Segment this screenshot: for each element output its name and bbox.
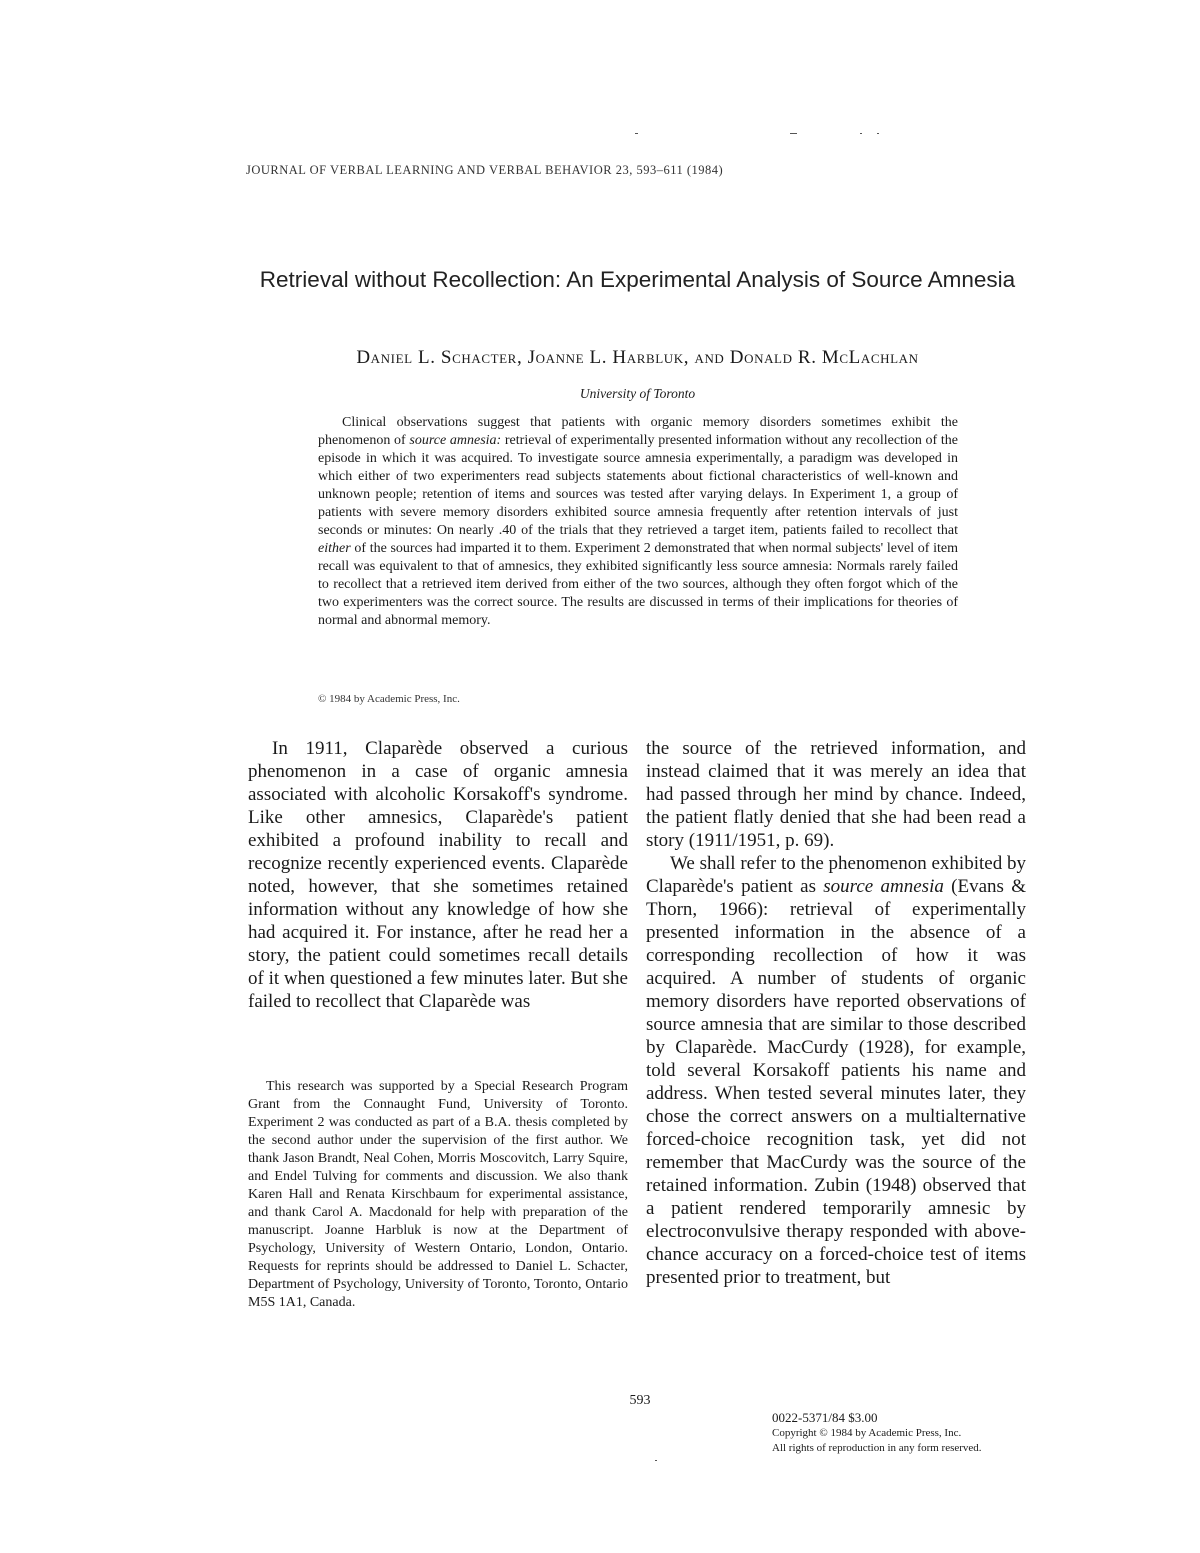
body-paragraph: In 1911, Claparède observed a curious phenomenon in a case of organic amnesia associated with alcoholic Korsakoff's syndrome. Like other amnesics, Claparède's patient exhibited a profound inability to recall and recognize recently experienced events. Claparède noted, however, that she sometimes retained information without any knowledge of how she had acquired it. For instance, after he read her a story, the patient could sometimes recall details of it when questioned a few minutes later. But she failed to recollect that Claparède was (248, 738, 628, 1012)
scan-mark (877, 133, 879, 134)
page-number: 593 (629, 1393, 651, 1408)
abstract-copyright: © 1984 by Academic Press, Inc. (318, 693, 460, 705)
body-text: We shall refer to the phenomenon exhibited by Claparède's patient as (646, 853, 1026, 897)
scan-mark (860, 133, 862, 134)
abstract-emphasis: either (318, 541, 351, 556)
abstract-emphasis: source amnesia: (409, 433, 502, 448)
body-column-left (248, 737, 628, 1013)
body-paragraph (646, 852, 1026, 1289)
abstract-text: Clinical observations suggest that patients with organic memory disorders sometimes exhibit the phenomenon of (318, 415, 958, 448)
publisher-copyright: Copyright © 1984 by Academic Press, Inc. (772, 1427, 962, 1439)
publication-info (772, 1410, 1042, 1456)
footnote (248, 1078, 628, 1312)
journal-header: JOURNAL OF VERBAL LEARNING AND VERBAL BEHAVIOR 23, 593–611 (1984) (246, 163, 724, 177)
body-paragraph: the source of the retrieved information, and instead claimed that it was merely an idea that had passed through her mind by chance. Indeed, the patient flatly denied that she had been read a story (1911/1951, p. 69). (646, 738, 1026, 851)
issn-price: 0022-5371/84 $3.00 (772, 1410, 878, 1425)
body-text: (Evans & Thorn, 1966): retrieval of experimentally presented information in the absence of a corresponding recollection of how it was acquired. A number of students of organic memory disorders have reported observations of source amnesia that are similar to those described by Claparède. MacCurdy (1928), for example, told several Korsakoff patients his name and address. When tested several minutes later, they chose the correct answers on a multialternative forced-choice recognition task, yet did not remember that MacCurdy was the source of the retained information. Zubin (1948) observed that a patient rendered temporarily amnesic by electroconvulsive therapy responded with above-chance accuracy on a forced-choice test of items presented prior to treatment, but (646, 876, 1027, 1288)
article-title: Retrieval without Recollection: An Experimental Analysis of Source Amnesia (259, 267, 1016, 292)
body-column-right (646, 737, 1026, 1289)
body-emphasis: source amnesia (823, 876, 944, 897)
scan-mark (655, 1460, 657, 1461)
author-affiliation: University of Toronto (579, 386, 696, 401)
article-authors: Daniel L. Schacter, Joanne L. Harbluk, and Donald R. McLachlan (356, 347, 919, 368)
footnote-text: This research was supported by a Special Research Program Grant from the Connaught Fund, University of Toronto. Experiment 2 was conducted as part of a B.A. thesis completed by the second author under the supervision of the first author. We thank Jason Brandt, Neal Cohen, Morris Moscovitch, Larry Squire, and Endel Tulving for comments and discussion. We also thank Karen Hall and Renata Kirschbaum for experimental assistance, and thank Carol A. Macdonald for help with preparation of the manuscript. Joanne Harbluk is now at the Department of Psychology, University of Western Ontario, London, Ontario. Requests for reprints should be addressed to Daniel L. Schacter, Department of Psychology, University of Toronto, Toronto, Ontario M5S 1A1, Canada. (248, 1079, 628, 1310)
abstract-paragraph (318, 414, 958, 630)
abstract-text: of the sources had imparted it to them. Experiment 2 demonstrated that when normal subjects' level of item recall was equivalent to that of amnesics, they exhibited significantly less source amnesia: Normals rarely failed to recollect that a retrieved item derived from either of the two sources, although they often forgot which of the two experimenters was the correct source. The results are discussed in terms of their implications for theories of normal and abnormal memory. (318, 541, 958, 628)
abstract (318, 414, 958, 630)
scan-mark (635, 133, 638, 134)
rights-statement: All rights of reproduction in any form reserved. (772, 1442, 982, 1454)
scan-mark (790, 133, 797, 134)
abstract-text: retrieval of experimentally presented information without any recollection of the episode in which it was acquired. To investigate source amnesia experimentally, a paradigm was developed in which either of two experimenters read subjects statements about fictional characteristics of well-known and unknown people; retention of items and sources was tested after varying delays. In Experiment 1, a group of patients with severe memory disorders exhibited source amnesia frequently after retention intervals of just seconds or minutes: On nearly .40 of the trials that they retrieved a target item, patients failed to recollect that (318, 433, 958, 538)
